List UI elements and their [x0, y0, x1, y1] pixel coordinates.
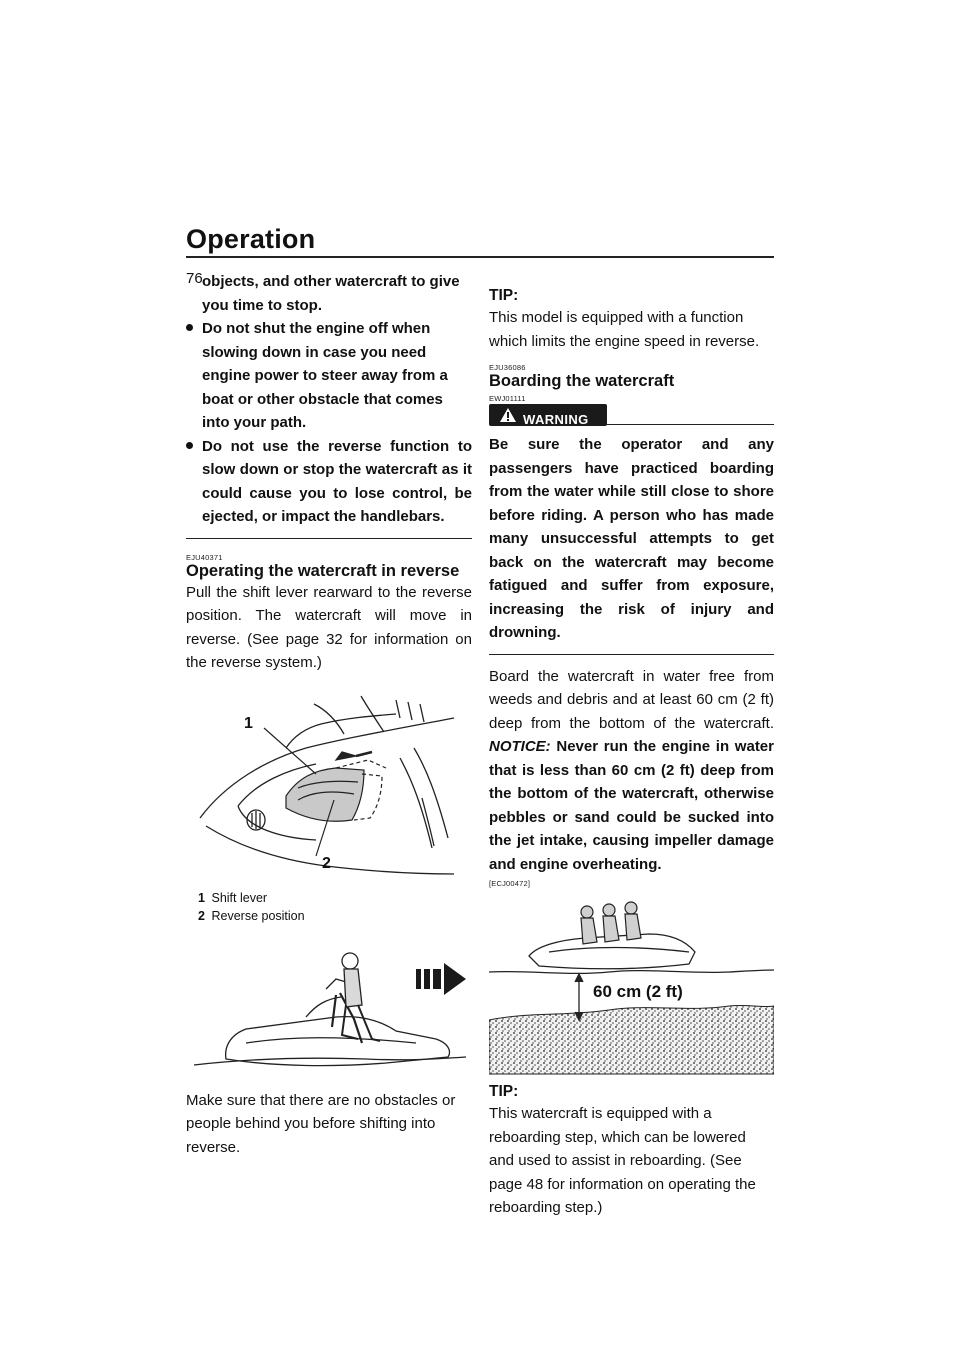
legend-item: 1 Shift lever — [198, 890, 268, 905]
warning-banner — [489, 404, 774, 426]
callout-1: 1 — [244, 714, 253, 732]
warning-triangle-icon — [499, 407, 517, 423]
notice-label: NOTICE: — [489, 738, 551, 755]
warning-bullet-text: Do not use the reverse function to slow down or stop the watercraft as it could cause you to lose control, be ejected, or impact the handlebars. — [202, 437, 472, 525]
reverse-watercraft-figure — [186, 939, 472, 1089]
section-heading-reverse: Operating the watercraft in reverse — [186, 561, 460, 580]
reverse-body-text: Pull the shift lever rearward to the reverse position. The watercraft will move in reverse. (See page 32 for information on the reverse system.) — [186, 583, 472, 671]
warning-continuation-text: objects, and other watercraft to give you time to stop. — [202, 273, 460, 314]
boarding-text: Board the watercraft in water free from weeds and debris and at least 60 cm (2 ft) deep from the bottom of the watercraft. — [489, 667, 774, 732]
notice-code: [ECJ00472] — [489, 879, 531, 888]
warning-banner-rule — [607, 424, 774, 425]
section-code: EJU36086 — [489, 363, 526, 372]
page-header — [186, 222, 774, 258]
warning-bullet — [186, 435, 472, 529]
warning-code: EWJ01111 — [489, 394, 526, 403]
bullet-icon — [186, 442, 193, 449]
warning-bullet-text: Do not shut the engine off when slowing down in case you need engine power to steer away from a boat or other obstacle that comes into your path. — [202, 320, 448, 431]
depth-label: 60 cm (2 ft) — [593, 982, 683, 1001]
tip-label: TIP: — [489, 1083, 519, 1100]
warning-end-rule — [489, 654, 774, 655]
page-number: 76 — [186, 270, 203, 287]
warning-badge — [489, 404, 607, 426]
boarding-warning-text: Be sure the operator and any passengers have practiced boarding from the water while still close to shore before riding. A person who has made many unsuccessful attempts to get back on the watercraft may become fatigued and suffer from exposure, increasing the risk of injury and drowning. — [489, 436, 774, 641]
notice-text: Never run the engine in water that is less than 60 cm (2 ft) deep from the bottom of the watercraft, otherwise pebbles or sand could be sucked into the jet intake, causing impeller damage and engine overheating. — [489, 738, 774, 873]
right-column — [489, 282, 774, 1220]
bullet-icon — [186, 324, 193, 331]
warning-continuation — [186, 270, 472, 529]
tip-text: This model is equipped with a function which limits the engine speed in reverse. — [489, 309, 760, 350]
watercraft-reverse-illustration — [186, 939, 472, 1089]
shift-lever-figure — [186, 688, 472, 888]
figure-legend — [186, 889, 472, 925]
tip-text: This watercraft is equipped with a reboarding step, which can be lowered and used to assist in reboarding. (See page 48 for information on operating the reboarding step.) — [489, 1105, 756, 1216]
warning-label: WARNING — [523, 412, 589, 427]
callout-2: 2 — [322, 854, 331, 872]
page-title: Operation — [186, 224, 316, 254]
left-column — [186, 270, 472, 1159]
legend-item: 2 Reverse position — [198, 908, 305, 923]
reverse-closing-text: Make sure that there are no obstacles or people behind you before shifting into reverse. — [186, 1091, 456, 1156]
section-code: EJU40371 — [186, 552, 223, 562]
boarding-depth-figure — [489, 894, 774, 1076]
section-heading-boarding: Boarding the watercraft — [489, 372, 675, 390]
warning-end-rule — [186, 538, 472, 539]
tip-label: TIP: — [489, 287, 519, 304]
boarding-instructions — [489, 665, 774, 877]
warning-bullet — [186, 317, 472, 435]
